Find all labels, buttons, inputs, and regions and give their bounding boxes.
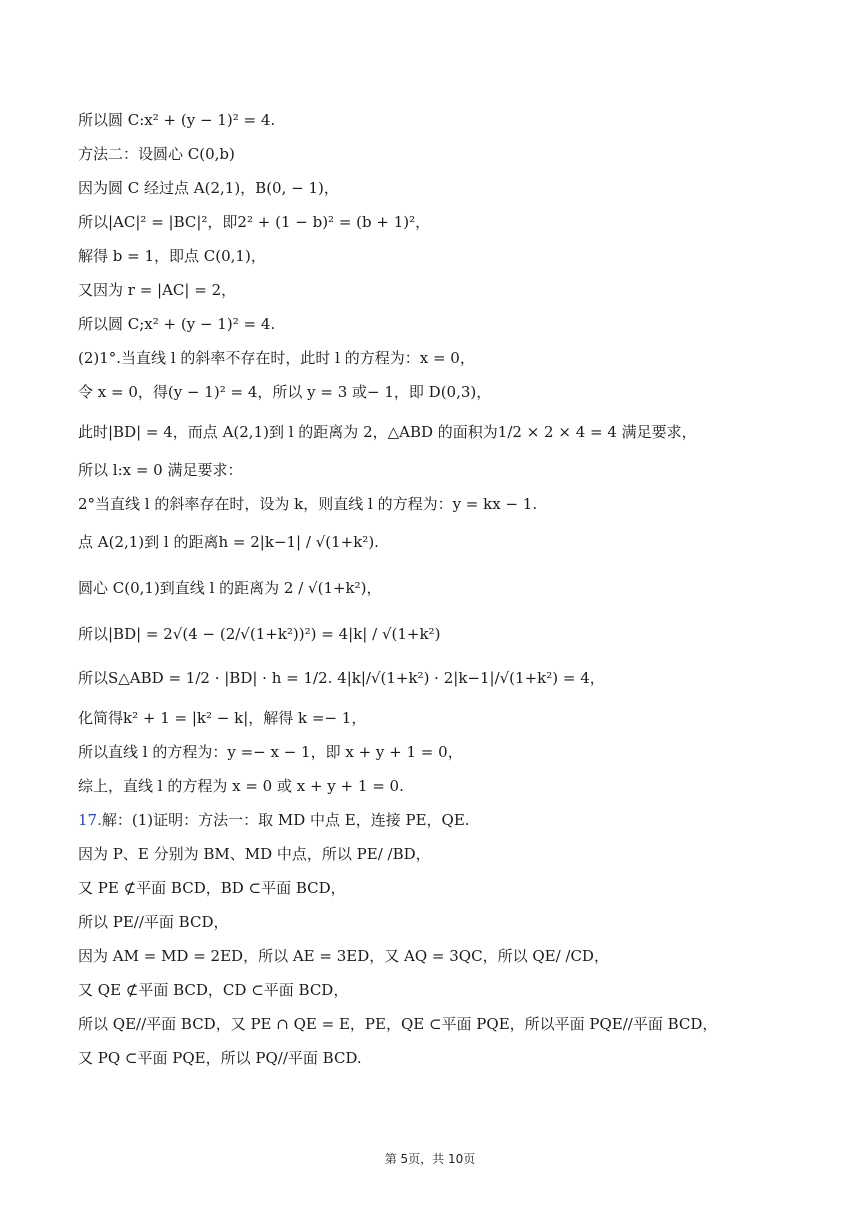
text-line: 所以圆 C;x² + (y − 1)² = 4. [78,315,276,333]
text-line: 令 x = 0，得(y − 1)² = 4，所以 y = 3 或− 1，即 D(0,3)， [78,383,492,401]
text-line: 又 QE ⊄平面 BCD，CD ⊂平面 BCD， [78,981,349,999]
question-number-link[interactable]: 17. [78,811,102,829]
text-line: 所以直线 l 的方程为：y =− x − 1，即 x + y + 1 = 0， [78,743,463,761]
text-line: 点 A(2,1)到 l 的距离h = 2|k−1| / √(1+k²). [78,533,379,551]
text-line: 综上，直线 l 的方程为 x = 0 或 x + y + 1 = 0. [78,777,404,795]
text-line: 2°当直线 l 的斜率存在时，设为 k，则直线 l 的方程为：y = kx − 1. [78,495,538,513]
text-line: 所以S△ABD = 1/2 · |BD| · h = 1/2. 4|k|/√(1+k²) · 2|k−1|/√(1+k²) = 4， [78,669,605,687]
text-line: 解得 b = 1，即点 C(0,1)， [78,247,266,265]
text-line: 又因为 r = |AC| = 2， [78,281,237,299]
text-line: 所以圆 C:x² + (y − 1)² = 4. [78,111,276,129]
text-line: 又 PQ ⊂平面 PQE，所以 PQ//平面 BCD. [78,1049,362,1067]
text-line: 又 PE ⊄平面 BCD，BD ⊂平面 BCD， [78,879,346,897]
text-line: (2)1°.当直线 l 的斜率不存在时，此时 l 的方程为：x = 0， [78,349,475,367]
text-line: 所以 l:x = 0 满足要求： [78,461,243,479]
text-line: 化简得k² + 1 = |k² − k|，解得 k =− 1， [78,709,367,727]
text-line: 因为 P、E 分别为 BM、MD 中点，所以 PE/ /BD， [78,845,431,863]
text-line: 因为圆 C 经过点 A(2,1)，B(0, − 1)， [78,179,339,197]
text-line: 所以 QE//平面 BCD，又 PE ∩ QE = E，PE，QE ⊂平面 PQE，所以平面 PQE//平面 BCD， [78,1015,718,1033]
text-line: 所以 PE//平面 BCD， [78,913,229,931]
text-line: 方法二：设圆心 C(0,b) [78,145,235,163]
page-footer: 第 5页，共 10页 [384,1152,476,1166]
text-line: 因为 AM = MD = 2ED，所以 AE = 3ED，又 AQ = 3QC，所以 QE/ /CD， [78,947,609,965]
text-line: 所以|BD| = 2√(4 − (2/√(1+k²))²) = 4|k| / √(1+k²) [78,625,441,643]
text-line: 所以|AC|² = |BC|²，即2² + (1 − b)² = (b + 1)²， [78,213,431,231]
text-line: 解：(1)证明：方法一：取 MD 中点 E，连接 PE，QE. [101,811,470,829]
text-line: 此时|BD| = 4，而点 A(2,1)到 l 的距离为 2，△ABD 的面积为1/2 × 2 × 4 = 4 满足要求， [78,423,697,441]
text-line: 圆心 C(0,1)到直线 l 的距离为 2 / √(1+k²)， [78,579,382,597]
question-17-line [78,810,820,830]
